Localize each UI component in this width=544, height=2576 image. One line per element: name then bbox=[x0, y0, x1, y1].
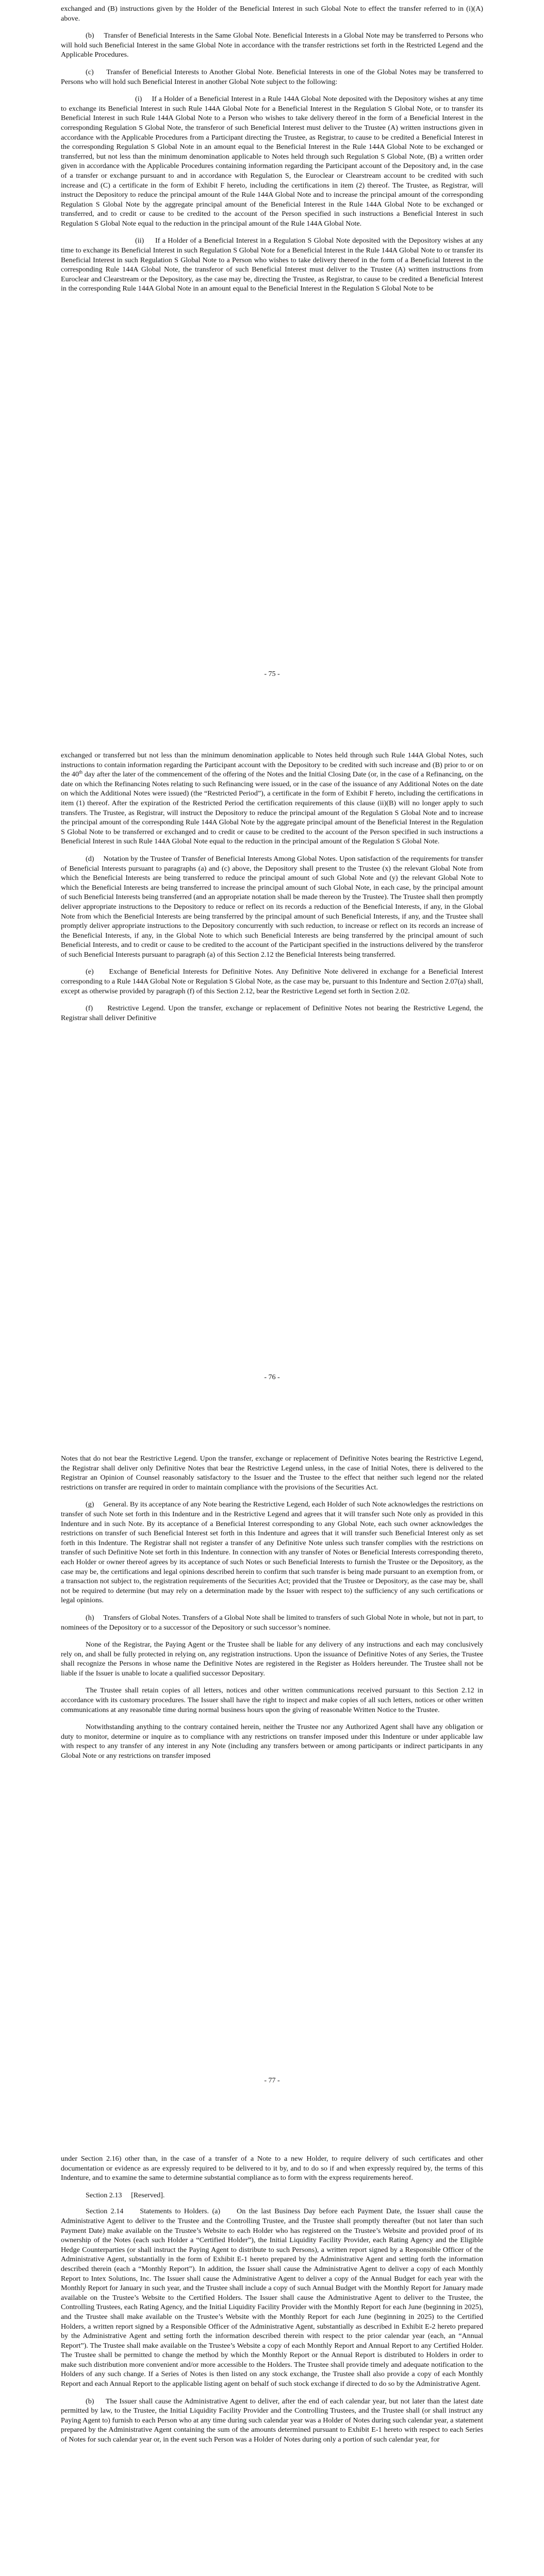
paragraph-monthly-report: (a) On the last Business Day before each Payment Date, the Issuer shall cause the Administrative Agent to deliver to the Trustee and the Controlling Trustee, and the Trustee shall promptly thereafter (but not later than such Payment Date) make available on the Trustee’s Website to each Holder who has registered on the Trustee’s Website and provided proof of its ownership of the Notes (each such Holder a “Certified Holder”), the Initial Liquidity Facility Provider, each Rating Agency and the Eligible Hedge Counterparties (or shall instruct the Paying Agent to distribute to such Persons), a written report signed by a Responsible Officer of the Administrative Agent, substantially in the form of Exhibit E-1 hereto prepared by the Administrative Agent and setting forth the information described therein (each a “Monthly Report”). In addition, the Issuer shall cause the Administrative Agent to deliver a copy of each Monthly Report to Intex Solutions, Inc. The Issuer shall cause the Administrative Agent to deliver a copy of the Annual Budget for each year with the Monthly Report for January in such year, and the Trustee shall include a copy of such Annual Budget with the Monthly Report for January made available on the Trustee’s Website to the Certified Holders. The Issuer shall cause the Administrative Agent to deliver to the Trustee, the Controlling Trustees, each Rating Agency, and the Initial Liquidity Facility Provider with the Monthly Report for each June (beginning in 2025), and the Trustee shall make available on the Trustee’s Website with the Monthly Report for each June (beginning in 2025) to the Certified Holders, a written report signed by a Responsible Officer of the Administrative Agent, substantially as described in Exhibit E-2 hereto prepared by the Administrative Agent and setting forth the information described therein with respect to the prior calendar year (each, an “Annual Report”). The Trustee shall make available on the Trustee’s Website a copy of each Monthly Report and Annual Report to any Certified Holder. The Trustee shall be permitted to change the method by which the Monthly Report or the Annual Report is distributed to Holders in order to make such distribution more convenient and/or more accessible to the Holders. The Trustee shall provide timely and adequate notification to the Holders of any such change. If a Series of Notes is then listed on any stock exchange, the Trustee shall also provide a copy of each Monthly Report and each Annual Report to the applicable listing agent on behalf of such stock exchange if directed to do so by the Administrative Agent. bbox=[61, 2207, 483, 2388]
paragraph-exchange-for-definitive-notes: (e) Exchange of Beneficial Interests for Definitive Notes. Any Definitive Note delivered in exchange for a Beneficial Interest corresponding to a Rule 144A Global Note or Regulation S Global Note, as the case may be, pursuant to this Indenture and Section 2.07(a) shall, except as otherwise provided by paragraph (f) of this Section 2.12, bear the Restrictive Legend set forth in Section 2.02. bbox=[61, 968, 483, 995]
section-2-14-heading: Section 2.14 Statements to Holders. bbox=[86, 2207, 209, 2216]
page-number: - 76 - bbox=[264, 1374, 280, 1381]
document-page-77 bbox=[0, 1406, 544, 2110]
paragraph-registrar-liability: None of the Registrar, the Paying Agent or the Trustee shall be liable for any delivery of any instructions and each may conclusively rely on, and shall be fully protected in relying on, any registration instructions. Upon the issuance of Definitive Notes of any Series, the Trustee shall recognize the Persons in whose name the Definitive Notes are registered in the Register as Holders hereunder. The Trustee shall not be liable if the Issuer is unable to locate a qualified successor Depositary. bbox=[61, 1640, 483, 1677]
paragraph-transfer-another-global-note: (c) Transfer of Beneficial Interests to Another Global Note. Beneficial Interests in one of the Global Notes may be transferred to Persons who will hold such Beneficial Interest in another Global Note subject to the following: bbox=[61, 67, 483, 86]
superscript-th: th bbox=[79, 769, 83, 775]
paragraph-reg-s-to-rule-144a: (ii) If a Holder of a Beneficial Interest in a Regulation S Global Note deposited with the Depository wishes at any time to exchange its Beneficial Interest in such Regulation S Global Note for a Beneficial Interest in the Rule 144A Global Note to or transfer its Beneficial Interest in such Regulation S Global Note to a Person who wishes to take delivery thereof in the form of a Beneficial Interest in the corresponding Rule 144A Global Note, the transferor of such Beneficial Interest must deliver to the Trustee (A) written instructions from Euroclear and Clearstream or the Depository, as the case may be, directing the Trustee, as Registrar, to cause to be credited a Beneficial Interest in the corresponding Rule 144A Global Note in an amount equal to the Beneficial Interest in the Regulation S Global Note to be bbox=[61, 236, 483, 293]
paragraph-restricted-period-start: exchanged or transferred but not less than the minimum denomination applicable to Notes held through such Rule 144A Global Notes, such instructions to contain information regarding the Participant account with the Depository to be credited with such increase and (B) prior to or on the 40 bbox=[61, 751, 483, 779]
document-page-75 bbox=[0, 0, 544, 703]
paragraph-transfers-of-global-notes: (h) Transfers of Global Notes. Transfers of a Global Note shall be limited to transfers of such Global Note in whole, but not in part, to nominees of the Depository or to a successor of the Depository or such successor’s nominee. bbox=[61, 1613, 483, 1632]
document-page-78 bbox=[0, 2110, 544, 2576]
paragraph-restrictive-legend: (f) Restrictive Legend. Upon the transfer, exchange or replacement of Definitive Notes not bearing the Restrictive Legend, the Registrar shall deliver Definitive bbox=[61, 1004, 483, 1022]
document-page-76 bbox=[0, 703, 544, 1406]
paragraph-exchange-instructions: exchanged and (B) instructions given by the Holder of the Beneficial Interest in such Global Note to effect the transfer referred to in (i)(A) above. bbox=[61, 5, 483, 23]
paragraph-statements-to-holders-b: (b) The Issuer shall cause the Administrative Agent to deliver, after the end of each calendar year, but not later than the latest date permitted by law, to the Trustee, the Initial Liquidity Facility Provider and the Controlling Trustees, and the Trustee shall (or shall instruct any Paying Agent to) furnish to each Person who at any time during such calendar year was a Holder of Notes during such calendar year, a statement prepared by the Administrative Agent containing the sum of the amounts determined pursuant to Exhibit E-1 hereto with respect to each Series of Notes for such calendar year or, in the event such Person was a Holder of Notes during only a portion of such calendar year, for bbox=[61, 2397, 483, 2444]
page-content bbox=[61, 2154, 483, 2452]
paragraph-section-216-continuation: under Section 2.16) other than, in the case of a transfer of a Note to a new Holder, to require delivery of such certificates and other documentation or evidence as are expressly required to be delivered to it by, and to do so if and when expressly required by, the terms of this Indenture, and to examine the same to determine substantial compliance as to form with the express requirements hereof. bbox=[61, 2155, 483, 2182]
page-content bbox=[61, 4, 483, 301]
paragraph-rule-144a-to-reg-s: (i) If a Holder of a Beneficial Interest in a Rule 144A Global Note deposited with the Depository wishes at any time to exchange its Beneficial Interest in such Rule 144A Global Note for a Beneficial Interest in the Regulation S Global Note, or to transfer its Beneficial Interest in such Rule 144A Global Note to a Person who wishes to take delivery thereof in the form of a Beneficial Interest in the corresponding Regulation S Global Note, the transferor of such Beneficial Interest must deliver to the Trustee (A) written instructions given in accordance with the Applicable Procedures from a Participant directing the Trustee, as Registrar, to cause to be credited a Beneficial Interest in the corresponding Regulation S Global Note in an amount equal to the Beneficial Interest in the Rule 144A Global Note to be exchanged or transferred, but not less than the minimum denomination applicable to Notes held through such Regulation S Global Note, (B) a written order given in accordance with the Applicable Procedures containing information regarding the Participant account of the Depository and, in the case of a transfer or exchange pursuant to and in accordance with Regulation S, the Euroclear or Clearstream account to be credited with such increase and (C) a certificate in the form of Exhibit F hereto, including the certifications in item (2) thereof. The Trustee, as Registrar, will instruct the Depository to reduce the principal amount of the Rule 144A Global Note and to increase the principal amount of the corresponding Regulation S Global Note by the aggregate principal amount of the Beneficial Interest in the Rule 144A Global Note to be exchanged or transferred, and to credit or cause to be credited to the account of the Person specified in such instructions a Beneficial Interest in such Regulation S Global Note equal to the reduction in the principal amount of the Rule 144A Global Note. bbox=[61, 95, 483, 228]
paragraph-legend-continuation: Notes that do not bear the Restrictive Legend. Upon the transfer, exchange or replacement of Definitive Notes bearing the Restrictive Legend, the Registrar shall deliver only Definitive Notes that bear the Restrictive Legend unless, in the case of Initial Notes, there is delivered to the Registrar an Opinion of Counsel reasonably satisfactory to the Issuer and the Trustee to the effect that neither such legend nor the related restrictions on transfer are required in order to maintain compliance with the provisions of the Securities Act. bbox=[61, 1454, 483, 1492]
page-content bbox=[61, 1454, 483, 1769]
page-number: - 77 - bbox=[264, 2077, 280, 2084]
paragraph-restricted-period bbox=[61, 751, 483, 846]
paragraph-restricted-period-cont: day after the later of the commencement of the offering of the Notes and the Initial Closing Date (or, in the case of a Refinancing, on the date on which the Refinancing Notes relating to such Refinancing were issued, or in the case of the issuance of any Additional Notes on the date on which the Additional Notes were issued) (the “Restricted Period”), a certificate in the form of Exhibit F hereto, including the certifications in item (1) thereof. After the expiration of the Restricted Period the certification requirements of this clause (ii)(B) will no longer apply to such transfers. The Trustee, as Registrar, will instruct the Depository to reduce the principal amount of the Regulation S Global Note and to increase the principal amount of the corresponding Rule 144A Global Note by the aggregate principal amount of the Beneficial Interest in the Regulation S Global Note to be transferred or exchanged and to credit or cause to be credited to the account of the Person specified in such instructions a Beneficial Interest in such Rule 144A Global Note equal to the reduction in the principal amount of the Regulation S Global Note. bbox=[61, 770, 483, 846]
section-2-13-heading: Section 2.13 [Reserved]. bbox=[86, 2191, 165, 2199]
paragraph-transfer-same-global-note: (b) Transfer of Beneficial Interests in the Same Global Note. Beneficial Interests in a Global Note may be transferred to Persons who will hold such Beneficial Interest in the same Global Note in accordance with the transfer restrictions set forth in the Restricted Legend and the Applicable Procedures. bbox=[61, 31, 483, 59]
page-number: - 75 - bbox=[264, 670, 280, 678]
page-content bbox=[61, 751, 483, 1030]
paragraph-notation-by-trustee: (d) Notation by the Trustee of Transfer of Beneficial Interests Among Global Notes. Upon satisfaction of the requirements for transfer of Beneficial Interests pursuant to paragraphs (a) and (c) above, the Depository shall present to the Trustee (x) the relevant Global Note from which the Beneficial Interests are being transferred to reduce the principal amount of such Global Note and (y) the relevant Global Note to which the Beneficial Interests are being transferred to increase the principal amount of such Global Note, in each case, by the principal amount of such Beneficial Interests being transferred (and an appropriate notation shall be made thereon by the Trustee). The Trustee shall then promptly deliver appropriate instructions to the Depository to reduce or reflect on its records a reduction of the Beneficial Interests, if any, in the Global Note from which the Beneficial Interests are being transferred by the principal amount of such Beneficial Interests, if any, and the Trustee shall promptly deliver appropriate instructions to the Depository concurrently with such reduction, to increase or reflect on its records an increase of the Beneficial Interests, if any, in the Global Note to which such Beneficial Interests are being transferred by the principal amount of such Beneficial Interests, and to credit or cause to be credited to the account of the Participant specified in the instructions delivered by the transferor of such Beneficial Interests pursuant to paragraph (a) of this Section 2.12 the Beneficial Interests being transferred. bbox=[61, 854, 483, 959]
paragraph-statements-to-holders-a bbox=[61, 2207, 483, 2388]
paragraph-no-obligation-monitor: Notwithstanding anything to the contrary contained herein, neither the Trustee nor any Authorized Agent shall have any obligation or duty to monitor, determine or inquire as to compliance with any restrictions on transfer imposed under this Indenture or under applicable law with respect to any transfer of any interest in any Note (including any transfers between or among participants or indirect participants in any Global Note or any restrictions on transfer imposed bbox=[61, 1723, 483, 1760]
paragraph-retain-copies: The Trustee shall retain copies of all letters, notices and other written communications received pursuant to this Section 2.12 in accordance with its customary procedures. The Issuer shall have the right to inspect and make copies of all such letters, notices or other written communications at any reasonable time during normal business hours upon the giving of reasonable Written Notice to the Trustee. bbox=[61, 1686, 483, 1714]
paragraph-general: (g) General. By its acceptance of any Note bearing the Restrictive Legend, each Holder of such Note acknowledges the restrictions on transfer of such Note set forth in this Indenture and in the Restrictive Legend and agrees that it will transfer such Note only as provided in this Indenture and in such Note. By its acceptance of a Beneficial Interest corresponding to any Global Note, each such owner acknowledges the restrictions on transfer of such Beneficial Interest set forth in this Indenture and agrees that it will transfer such Beneficial Interest only as set forth in this Indenture. The Registrar shall not register a transfer of any Definitive Note unless such transfer complies with the restrictions on transfer of such Definitive Note set forth in this Indenture. In connection with any transfer of Notes or Beneficial Interests corresponding thereto, each Holder or owner thereof agrees by its acceptance of such Notes or such Beneficial Interests to furnish the Trustee or the Depository, as the case may be, the certifications and legal opinions described herein to confirm that such transfer is being made pursuant to an exemption from, or a transaction not subject to, the registration requirements of the Securities Act; provided that the Trustee or Depository, as the case may be, shall not be required to determine (but may rely on a determination made by the Issuer with respect to) the sufficiency of any such certifications or legal opinions. bbox=[61, 1500, 483, 1605]
